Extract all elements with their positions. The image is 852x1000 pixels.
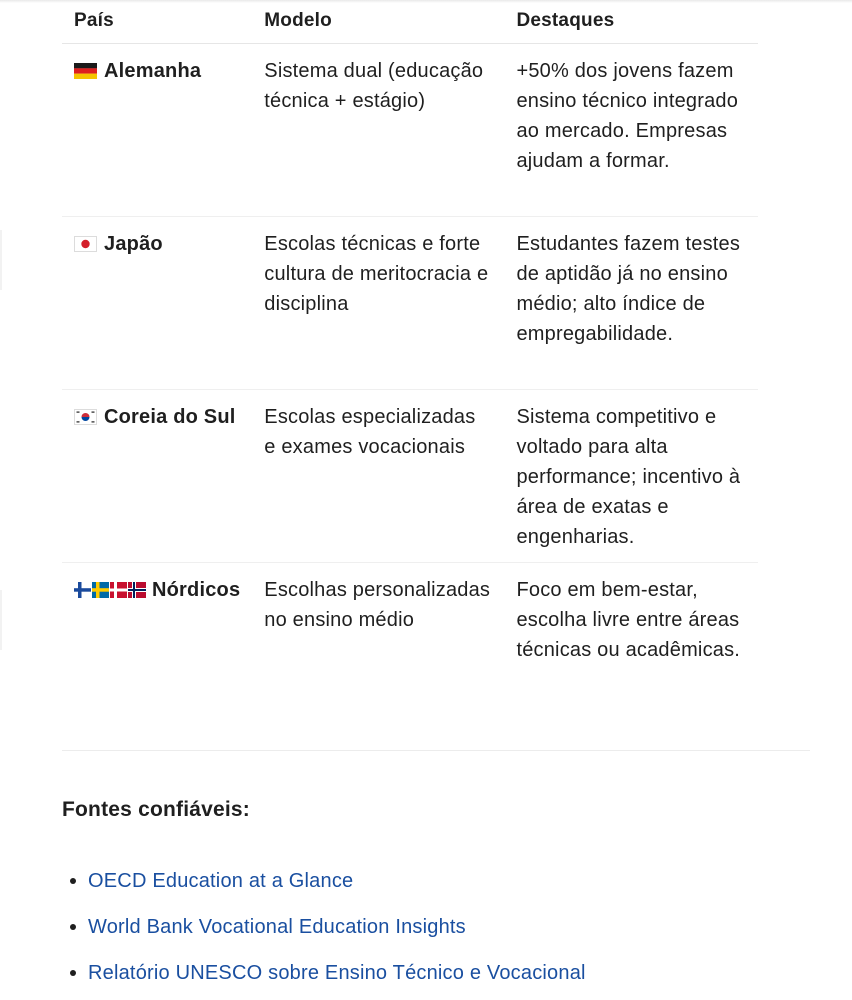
country-name: Coreia do Sul bbox=[104, 405, 236, 428]
list-item bbox=[70, 858, 586, 904]
source-link-world-bank[interactable]: World Bank Vocational Education Insights bbox=[88, 915, 466, 938]
model-cell: Escolas técnicas e forte cultura de meritocracia e disciplina bbox=[252, 216, 504, 389]
south-korea-flag-icon bbox=[74, 404, 97, 434]
highlights-cell: Estudantes fazem testes de aptidão já no ensino médio; alto índice de empregabilidade. bbox=[504, 216, 758, 389]
source-link-oecd[interactable]: OECD Education at a Glance bbox=[88, 869, 354, 892]
nordic-flags-icon bbox=[74, 577, 146, 607]
japan-flag-icon bbox=[74, 231, 97, 261]
header-highlights: Destaques bbox=[504, 0, 758, 43]
list-item bbox=[70, 904, 586, 950]
table-row bbox=[62, 43, 758, 216]
table-row bbox=[62, 562, 758, 702]
list-item bbox=[70, 950, 586, 996]
country-cell bbox=[62, 43, 252, 216]
bullet-icon bbox=[70, 970, 76, 976]
table-row bbox=[62, 216, 758, 389]
table-row bbox=[62, 389, 758, 562]
model-cell: Sistema dual (educação técnica + estágio) bbox=[252, 43, 504, 216]
model-cell: Escolhas personalizadas no ensino médio bbox=[264, 578, 491, 631]
highlights-cell: +50% dos jovens fazem ensino técnico integrado ao mercado. Empresas ajudam a formar. bbox=[504, 43, 758, 216]
sources-heading: Fontes confiáveis: bbox=[62, 798, 250, 821]
highlights-cell: Sistema competitivo e voltado para alta performance; incentivo à área de exatas e engenharias. bbox=[504, 389, 758, 562]
header-model: Modelo bbox=[252, 0, 504, 43]
country-cell bbox=[62, 389, 252, 562]
edge-mark bbox=[0, 590, 2, 650]
country-name: Alemanha bbox=[104, 59, 202, 82]
table-header-row bbox=[62, 0, 758, 43]
source-link-unesco[interactable]: Relatório UNESCO sobre Ensino Técnico e Vocacional bbox=[88, 961, 586, 984]
section-divider bbox=[62, 750, 810, 751]
header-country: País bbox=[62, 0, 252, 43]
country-cell bbox=[62, 562, 252, 702]
comparison-table bbox=[62, 0, 758, 702]
highlights-cell: Foco em bem-estar, escolha livre entre áreas técnicas ou acadêmicas. bbox=[516, 578, 741, 661]
sources-list bbox=[70, 858, 586, 996]
country-name: Nórdicos bbox=[152, 578, 241, 601]
bullet-icon bbox=[70, 924, 76, 930]
bullet-icon bbox=[70, 878, 76, 884]
model-cell: Escolas especializadas e exames vocacionais bbox=[252, 389, 504, 562]
germany-flag-icon bbox=[74, 58, 97, 88]
edge-mark bbox=[0, 230, 2, 290]
country-cell bbox=[62, 216, 252, 389]
country-name: Japão bbox=[104, 232, 163, 255]
